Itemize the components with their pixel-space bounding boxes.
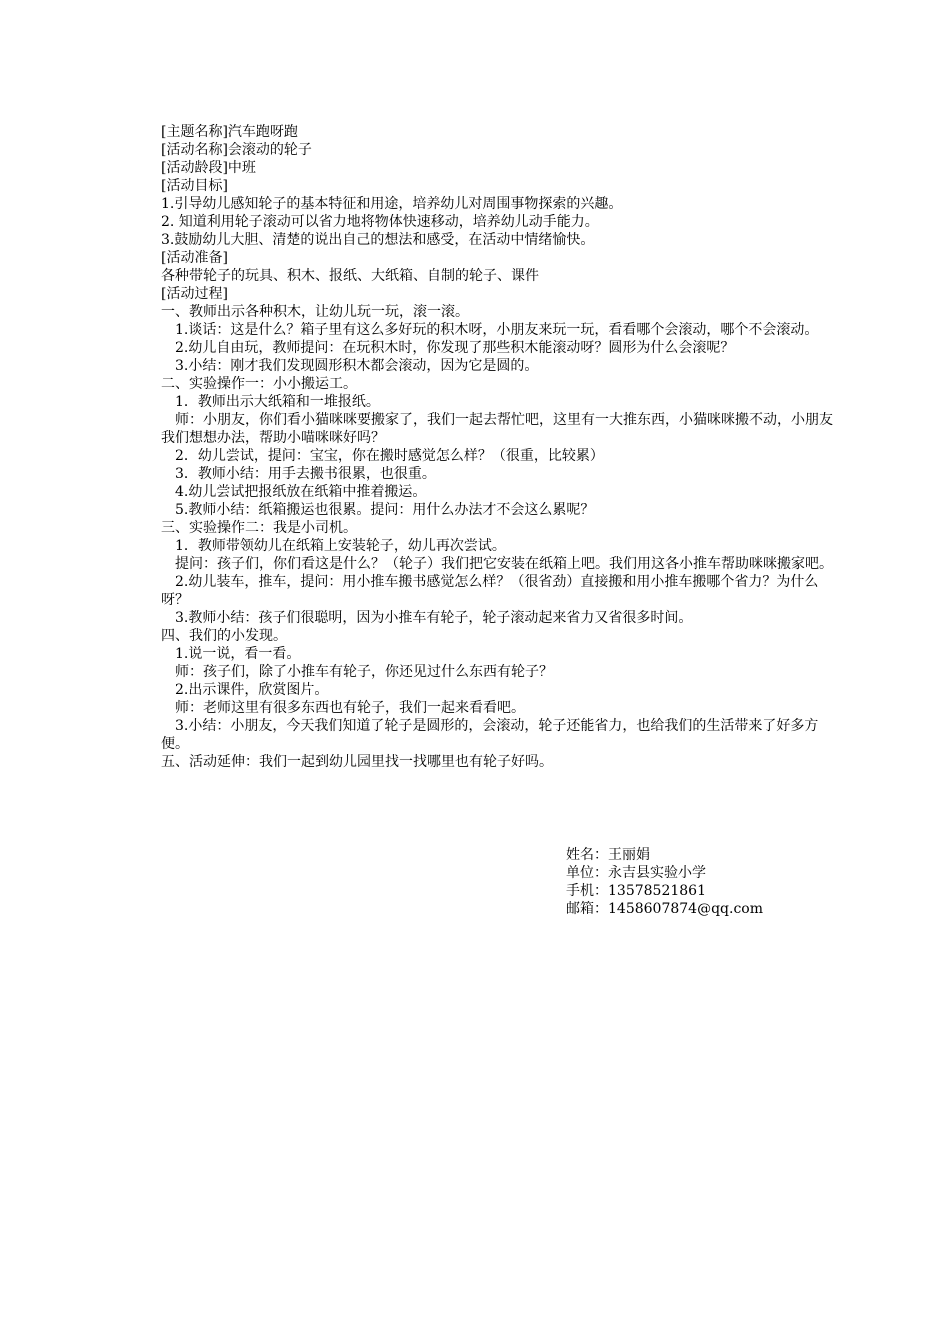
author-email: 邮箱：1458607874@qq.com <box>566 901 763 917</box>
activity-name-line: [活动名称]会滚动的轮子 <box>161 142 312 158</box>
process-step: 1.说一说，看一看。 <box>175 646 301 662</box>
process-step: 师：小朋友，你们看小猫咪咪要搬家了，我们一起去帮忙吧，这里有一大推东西，小猫咪咪搬不动，小朋友我们想想办法，帮助小喵咪咪好吗？ <box>161 412 833 446</box>
theme-line: [主题名称]汽车跑呀跑 <box>161 124 298 140</box>
process-step: 师：孩子们，除了小推车有轮子，你还见过什么东西有轮子？ <box>175 664 553 680</box>
process-step: 2.出示课件，欣赏图片。 <box>175 682 329 698</box>
process-section-heading: 二、实验操作一：小小搬运工。 <box>161 376 357 392</box>
goals-heading: [活动目标] <box>161 178 228 194</box>
process-section-heading: 三、实验操作二：我是小司机。 <box>161 520 357 536</box>
process-step: 1.谈话：这是什么？箱子里有这么多好玩的积木呀，小朋友来玩一玩，看看哪个会滚动，哪个不会滚动。 <box>175 322 819 338</box>
process-step: 4.幼儿尝试把报纸放在纸箱中推着搬运。 <box>175 484 427 500</box>
goals-list <box>161 195 841 249</box>
process-section-heading: 五、活动延伸：我们一起到幼儿园里找一找哪里也有轮子好吗。 <box>161 754 553 770</box>
author-name: 姓名：王丽娟 <box>566 847 650 863</box>
process-step: 2.幼儿自由玩，教师提问：在玩积木时，你发现了那些积木能滚动呀？圆形为什么会滚呢？ <box>175 340 735 356</box>
lesson-plan-body <box>161 123 841 771</box>
process-step: 3．教师小结：用手去搬书很累，也很重。 <box>175 466 436 482</box>
process-step: 师：老师这里有很多东西也有轮子，我们一起来看看吧。 <box>175 700 525 716</box>
preparation-text: 各种带轮子的玩具、积木、报纸、大纸箱、自制的轮子、课件 <box>161 268 539 284</box>
process-step: 1．教师出示大纸箱和一堆报纸。 <box>175 394 380 410</box>
author-unit: 单位：永吉县实验小学 <box>566 865 706 881</box>
process-step: 5.教师小结：纸箱搬运也很累。提问：用什么办法才不会这么累呢？ <box>175 502 595 518</box>
process-step: 2.幼儿装车，推车，提问：用小推车搬书感觉怎么样？（很省劲）直接搬和用小推车搬哪个省力？为什么呀？ <box>161 574 819 608</box>
goal-item: 1.引导幼儿感知轮子的基本特征和用途，培养幼儿对周围事物探索的兴趣。 <box>161 196 623 212</box>
process-section-heading: 四、我们的小发现。 <box>161 628 287 644</box>
age-group-line: [活动龄段]中班 <box>161 160 256 176</box>
author-info <box>566 846 866 918</box>
author-phone: 手机：13578521861 <box>566 883 706 899</box>
process-step: 2．幼儿尝试，提问：宝宝，你在搬时感觉怎么样？（很重，比较累） <box>175 448 604 464</box>
goal-item: 2. 知道利用轮子滚动可以省力地将物体快速移动，培养幼儿动手能力。 <box>161 214 599 230</box>
preparation-heading: [活动准备] <box>161 250 228 266</box>
process-step: 3.小结：小朋友，今天我们知道了轮子是圆形的，会滚动，轮子还能省力，也给我们的生活带来了好多方便。 <box>161 718 819 752</box>
process-step: 3.小结：刚才我们发现圆形积木都会滚动，因为它是圆的。 <box>175 358 539 374</box>
process-step: 提问：孩子们，你们看这是什么？（轮子）我们把它安装在纸箱上吧。我们用这各小推车帮助咪咪搬家吧。 <box>175 556 833 572</box>
process-list <box>161 303 841 771</box>
process-heading: [活动过程] <box>161 286 228 302</box>
goal-item: 3.鼓励幼儿大胆、清楚的说出自己的想法和感受，在活动中情绪愉快。 <box>161 232 595 248</box>
process-step: 1．教师带领幼儿在纸箱上安装轮子，幼儿再次尝试。 <box>175 538 506 554</box>
process-step: 3.教师小结：孩子们很聪明，因为小推车有轮子，轮子滚动起来省力又省很多时间。 <box>175 610 693 626</box>
process-section-heading: 一、教师出示各种积木，让幼儿玩一玩，滚一滚。 <box>161 304 469 320</box>
